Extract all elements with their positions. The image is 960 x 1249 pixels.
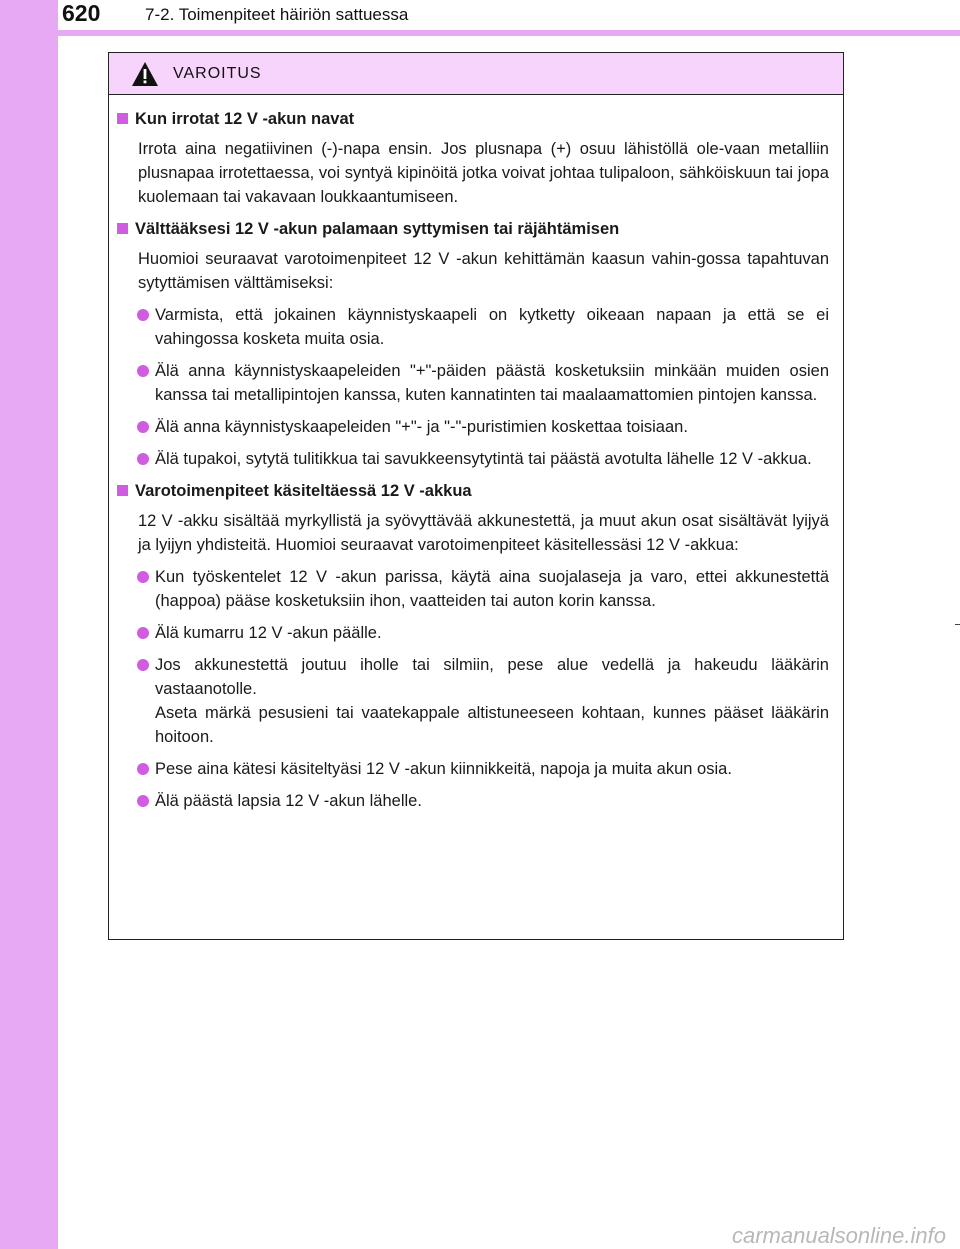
square-bullet-icon [117, 113, 128, 124]
page-title: 7-2. Toimenpiteet häiriön sattuessa [145, 5, 409, 24]
section-title: Kun irrotat 12 V -akun navat [117, 107, 829, 131]
section-handling [117, 479, 829, 813]
square-bullet-icon [117, 485, 128, 496]
bullet-dot-icon [137, 421, 149, 433]
warning-body [109, 95, 843, 813]
section-title: Varotoimenpiteet käsiteltäessä 12 V -akkua [117, 479, 829, 503]
section-title: Välttääksesi 12 V -akun palamaan syttymisen tai räjähtämisen [117, 217, 829, 241]
section-disconnect [117, 107, 829, 209]
list-item: Älä kumarru 12 V -akun päälle. [137, 621, 829, 645]
section-text: Irrota aina negatiivinen (-)-napa ensin. Jos plusnapa (+) osuu lähistöllä ole-vaan metalliin plusnapaa irrotettaessa, voi syntyä kipinöitä jotka voivat johtaa tulipaloon, sähköiskuun tai jopa kuolemaan tai vakavaan loukkaantumiseen. [138, 140, 829, 206]
list-item: Älä päästä lapsia 12 V -akun lähelle. [137, 789, 829, 813]
bullet-dot-icon [137, 365, 149, 377]
list-item: Älä anna käynnistyskaapeleiden "+"-päiden päästä kosketuksiin minkään muiden osien kanssa tai metallipintojen kanssa, kuten kannatinten tai maalaamattomien pintojen kanssa. [137, 359, 829, 407]
list-item: Älä anna käynnistyskaapeleiden "+"- ja "-"-puristimien koskettaa toisiaan. [137, 415, 829, 439]
warning-label: VAROITUS [173, 64, 262, 82]
warning-triangle-icon [131, 61, 159, 87]
bullet-dot-icon [137, 627, 149, 639]
section-text: 12 V -akku sisältää myrkyllistä ja syövyttävää akkunestettä, ja muut akun osat sisältävät lyijyä ja lyijyn yhdisteitä. Huomioi seuraavat varotoimenpiteet käsitellessäsi 12 V -akkua: [138, 512, 829, 554]
header-rule [0, 30, 960, 36]
section-text: Huomioi seuraavat varotoimenpiteet 12 V -akun kehittämän kaasun vahin-gossa tapahtuvan sytyttämisen välttämiseksi: [138, 250, 829, 292]
page-number: 620 [62, 0, 101, 26]
list-item: Varmista, että jokainen käynnistyskaapeli on kytketty oikeaan napaan ja että se ei vahingossa kosketa muita osia. [137, 303, 829, 351]
top-band [0, 0, 960, 30]
bullet-dot-icon [137, 453, 149, 465]
bullet-dot-icon [137, 309, 149, 321]
bullet-dot-icon [137, 795, 149, 807]
bullet-dot-icon [137, 659, 149, 671]
warning-box [108, 52, 844, 940]
warning-header [109, 53, 843, 95]
list-item: Älä tupakoi, sytytä tulitikkua tai savukkeensytytintä tai päästä avotulta lähelle 12 V -akkua. [137, 447, 829, 471]
side-band [0, 0, 58, 1249]
bullet-dot-icon [137, 571, 149, 583]
list-item: Pese aina kätesi käsiteltyäsi 12 V -akun kiinnikkeitä, napoja ja muita akun osia. [137, 757, 829, 781]
square-bullet-icon [117, 223, 128, 234]
section-ignition [117, 217, 829, 471]
list-item: Kun työskentelet 12 V -akun parissa, käytä aina suojalaseja ja varo, ettei akkunestettä (happoa) pääse kosketuksiin ihon, vaatteiden tai auton korin kanssa. [137, 565, 829, 613]
watermark: carmanualsonline.info [731, 1223, 946, 1248]
list-item: Jos akkunestettä joutuu iholle tai silmiin, pese alue vedellä ja hakeudu lääkärin vastaanotolle. Aseta märkä pesusieni tai vaatekappale altistuneeseen kohtaan, kunnes pääset lääkärin hoitoon. [137, 653, 829, 749]
margin-tick [955, 624, 960, 625]
bullet-dot-icon [137, 763, 149, 775]
